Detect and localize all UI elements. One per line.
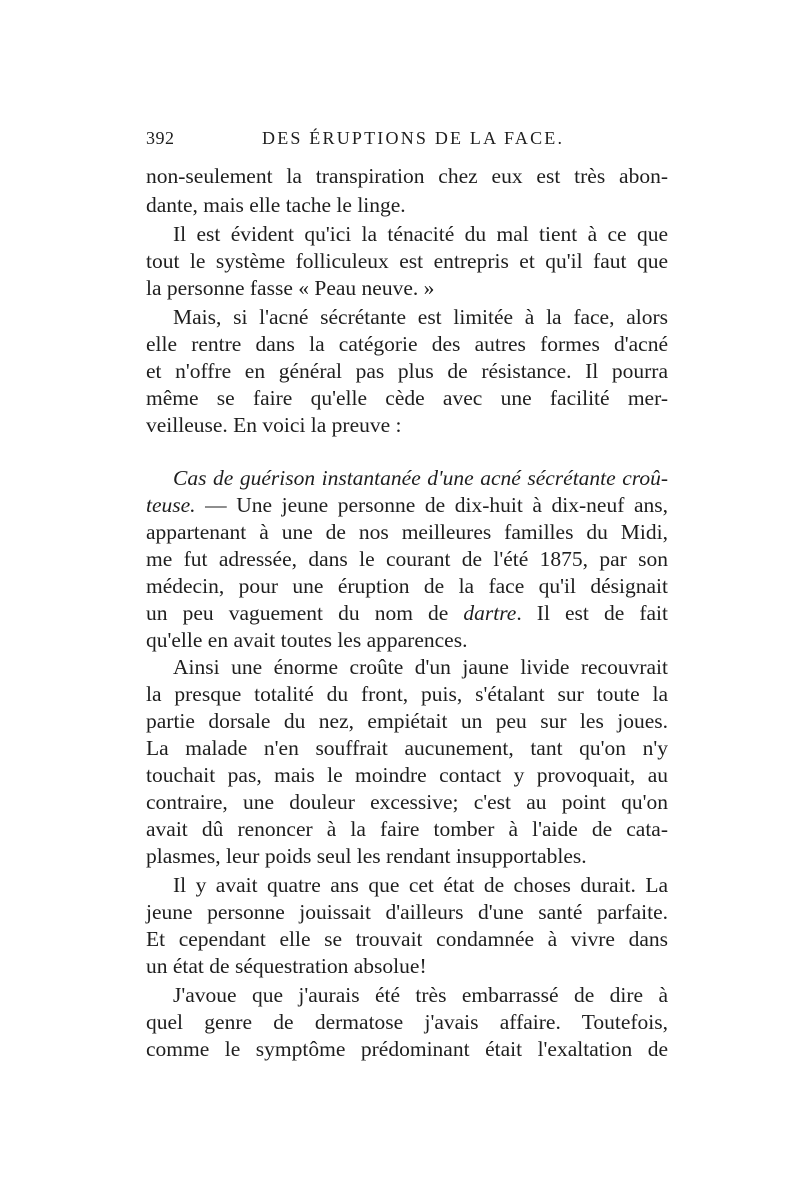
text-line — [146, 599, 668, 627]
case-title — [173, 464, 668, 492]
text-line: Il y avait quatre ans que cet état de choses durait. La — [173, 873, 668, 897]
text-line: dante, mais elle tache le linge. — [146, 193, 406, 217]
text-line: même se faire qu'elle cède avec une facilité mer- — [146, 386, 668, 410]
running-head: DES ÉRUPTIONS DE LA FACE. — [262, 128, 565, 148]
text-line: appartenant à une de nos meilleures familles du Midi, — [146, 520, 668, 544]
page-number: 392 — [146, 128, 175, 148]
text-line: un état de séquestration absolue! — [146, 954, 427, 978]
text-line: me fut adressée, dans le courant de l'été 1875, par son — [146, 547, 668, 571]
text-line: partie dorsale du nez, empiétait un peu sur les joues. — [146, 709, 668, 733]
italic-term: dartre — [463, 601, 517, 625]
text-line: Il est évident qu'ici la ténacité du mal tient à ce que — [173, 222, 668, 246]
text-line: avait dû renoncer à la faire tomber à l'aide de cata- — [146, 817, 668, 841]
text-line: jeune personne jouissait d'ailleurs d'une santé parfaite. — [146, 900, 668, 924]
text-line — [146, 491, 668, 519]
text-line: La malade n'en souffrait aucunement, tant qu'on n'y — [146, 736, 668, 760]
text-line: quel genre de dermatose j'avais affaire. Toutefois, — [146, 1010, 668, 1034]
text-line: Ainsi une énorme croûte d'un jaune livide recouvrait — [173, 655, 668, 679]
text-line: tout le système folliculeux est entrepris et qu'il faut que — [146, 249, 668, 273]
case-title-text: Cas de guérison instantanée d'une acné sécrétante croû- — [173, 466, 668, 490]
text-fragment: un peu vaguement du nom de — [146, 601, 464, 625]
text-line: médecin, pour une éruption de la face qu'il désignait — [146, 574, 668, 598]
text-line: comme le symptôme prédominant était l'exaltation de — [146, 1037, 668, 1061]
text-line: touchait pas, mais le moindre contact y provoquait, au — [146, 763, 668, 787]
text-line: la personne fasse « Peau neuve. » — [146, 276, 435, 300]
text-line: qu'elle en avait toutes les apparences. — [146, 628, 468, 652]
text-line: veilleuse. En voici la preuve : — [146, 413, 402, 437]
text-line: la presque totalité du front, puis, s'étalant sur toute la — [146, 682, 668, 706]
page-header — [146, 128, 668, 158]
text-line: Mais, si l'acné sécrétante est limitée à la face, alors — [173, 305, 668, 329]
text-line: Et cependant elle se trouvait condamnée à vivre dans — [146, 927, 668, 951]
text-line: J'avoue que j'aurais été très embarrassé de dire à — [173, 983, 668, 1007]
text-fragment: — Une jeune personne de dix-huit à dix-neuf ans, — [195, 493, 668, 517]
text-fragment: . Il est de fait — [516, 601, 668, 625]
case-title-end: teuse. — [146, 493, 196, 517]
text-line: et n'offre en général pas plus de résistance. Il pourra — [146, 359, 668, 383]
text-line: non-seulement la transpiration chez eux est très abon- — [146, 164, 668, 188]
text-line: elle rentre dans la catégorie des autres formes d'acné — [146, 332, 668, 356]
text-line: plasmes, leur poids seul les rendant insupportables. — [146, 844, 587, 868]
text-line: contraire, une douleur excessive; c'est au point qu'on — [146, 790, 668, 814]
